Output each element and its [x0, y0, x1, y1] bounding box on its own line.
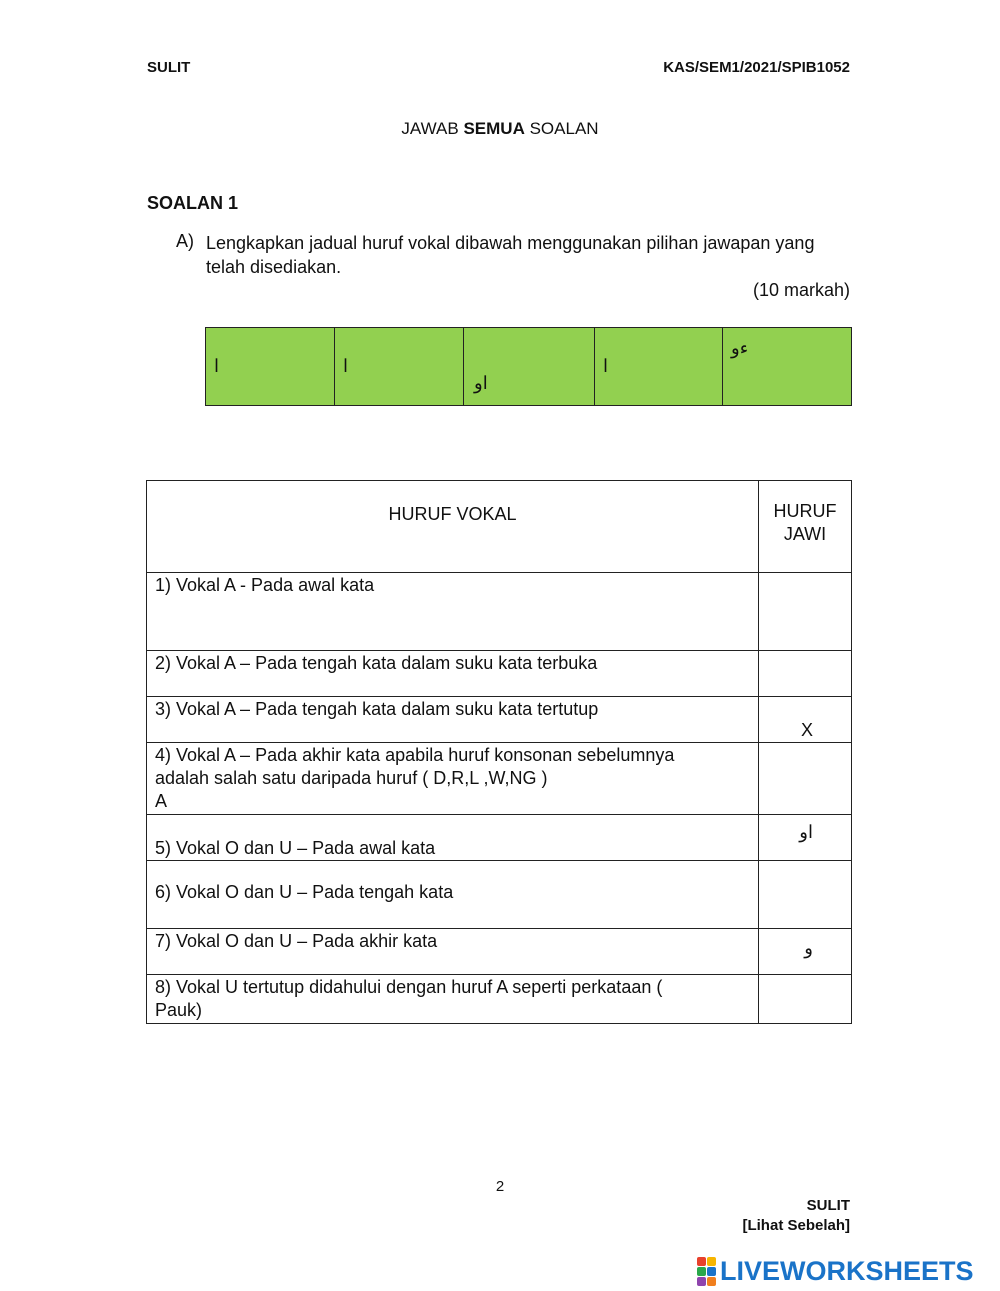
liveworksheets-logo-icon [697, 1257, 716, 1286]
option-text: ا [603, 356, 609, 377]
question-label: A) [176, 231, 194, 251]
vokal-row-desc: 1) Vokal A - Pada awal kata [147, 573, 759, 651]
option-text: ا [343, 356, 349, 377]
jawi-answer-cell[interactable]: X [759, 697, 852, 743]
page-number: 2 [495, 1178, 505, 1195]
question-text: Lengkapkan jadual huruf vokal dibawah menggunakan pilihan jawapan yang telah disediakan. [206, 233, 815, 277]
title-bold: SEMUA [463, 119, 525, 138]
answer-options [205, 327, 852, 406]
jawi-answer-cell[interactable]: و [759, 929, 852, 975]
question-marks: (10 markah) [752, 280, 850, 300]
jawi-answer-cell[interactable] [759, 861, 852, 929]
option-text: ا [214, 356, 220, 377]
footer-sulit: SULIT [806, 1197, 850, 1214]
question-heading: SOALAN 1 [147, 193, 239, 213]
vokal-row-desc: 8) Vokal U tertutup didahului dengan huruf A seperti perkataan ( Pauk) [147, 975, 759, 1024]
answer-option[interactable] [335, 328, 464, 406]
jawi-answer-cell[interactable] [759, 743, 852, 815]
liveworksheets-brand[interactable] [697, 1256, 974, 1286]
title-prefix: JAWAB [401, 119, 464, 138]
header-course-code: KAS/SEM1/2021/SPIB1052 [663, 59, 850, 76]
footer-lihat-sebelah: [Lihat Sebelah] [742, 1217, 850, 1234]
vokal-row-desc: 3) Vokal A – Pada tengah kata dalam suku kata tertutup [147, 697, 759, 743]
vokal-row-desc: 5) Vokal O dan U – Pada awal kata [147, 815, 759, 861]
option-text: او [474, 373, 488, 394]
header-huruf-jawi: HURUF JAWI [759, 481, 852, 573]
option-text: ءو [731, 338, 749, 359]
jawi-answer-cell[interactable] [759, 573, 852, 651]
brand-name: LIVEWORKSHEETS [720, 1255, 974, 1286]
header-huruf-vokal: HURUF VOKAL [147, 481, 759, 573]
title-suffix: SOALAN [524, 119, 599, 138]
huruf-vokal-table [146, 480, 852, 1024]
vokal-row-desc: 7) Vokal O dan U – Pada akhir kata [147, 929, 759, 975]
header-sulit: SULIT [147, 59, 191, 76]
vokal-row-desc: 4) Vokal A – Pada akhir kata apabila huruf konsonan sebelumnya adalah salah satu daripada huruf ( D,R,L ,W,NG ) A [147, 743, 759, 815]
jawi-answer-cell[interactable] [759, 651, 852, 697]
page-title [0, 119, 1000, 139]
answer-option[interactable] [464, 328, 595, 406]
jawi-answer-cell[interactable] [759, 975, 852, 1024]
answer-option[interactable] [206, 328, 335, 406]
answer-option[interactable] [595, 328, 723, 406]
jawi-answer-cell[interactable]: او [759, 815, 852, 861]
answer-option[interactable] [723, 328, 852, 406]
vokal-row-desc: 2) Vokal A – Pada tengah kata dalam suku kata terbuka [147, 651, 759, 697]
vokal-row-desc: 6) Vokal O dan U – Pada tengah kata [147, 861, 759, 929]
